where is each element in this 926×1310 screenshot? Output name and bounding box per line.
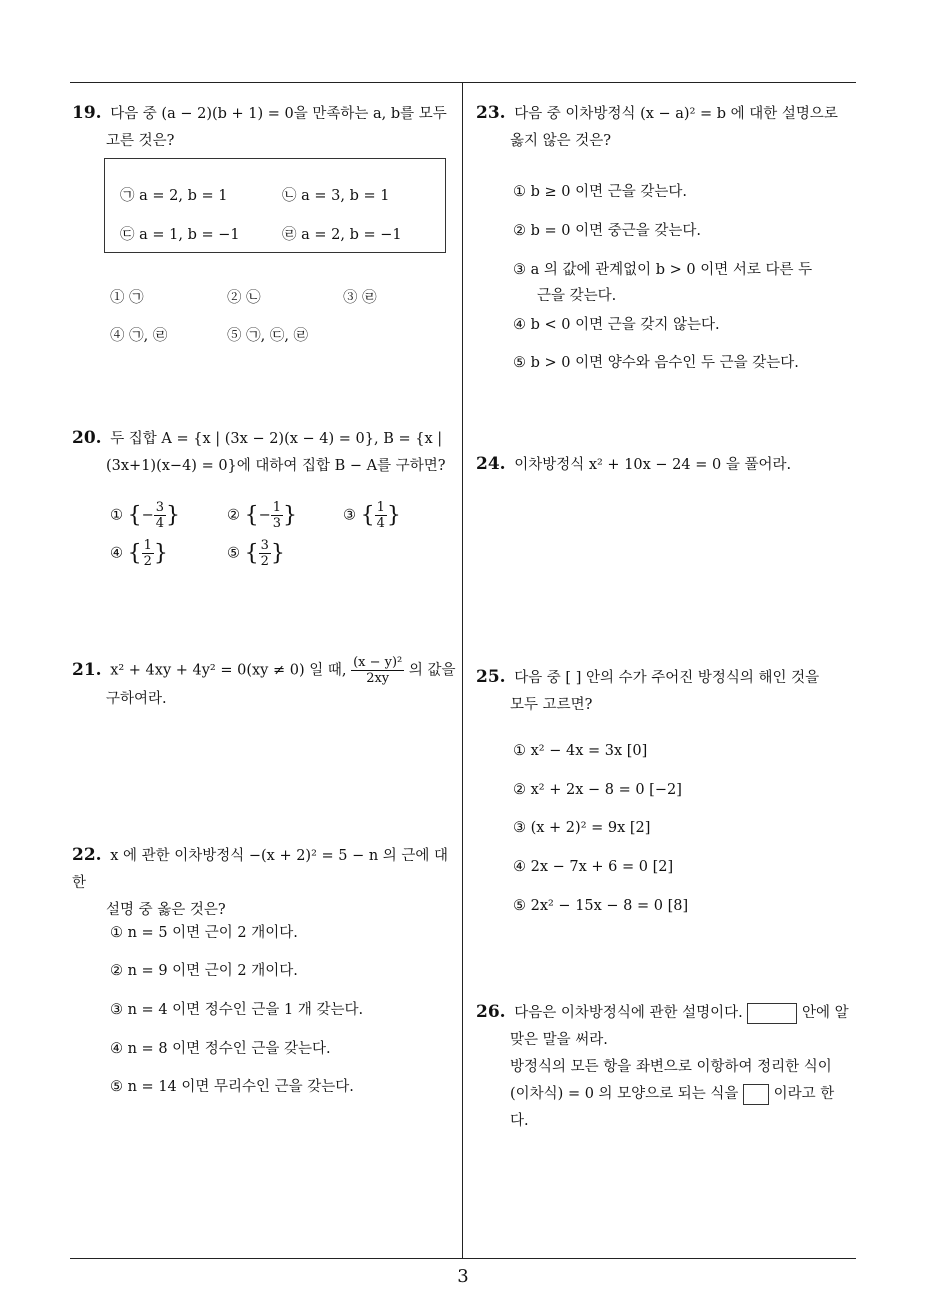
fraction-denominator: 2xy (366, 671, 390, 686)
box-item: ㉠ a = 2, b = 1 (120, 188, 228, 204)
set-brace-open: { (127, 541, 142, 566)
set-brace-open: { (360, 503, 375, 528)
answer-option[interactable]: ② n = 9 이면 근이 2 개이다. (110, 963, 298, 979)
question-text: 다음 중 [ ] 안의 수가 주어진 방정식의 해인 것을 (514, 670, 820, 686)
answer-option[interactable]: ② ㉡ (227, 290, 261, 306)
option-mark: ② (227, 507, 240, 524)
question-text: 설명 중 옳은 것은? (106, 902, 226, 918)
question-text: 다음 중 이차방정식 (x − a)² = b 에 대한 설명으로 (514, 106, 838, 122)
question-22 (72, 842, 462, 924)
answer-option[interactable]: ⑤ n = 14 이면 무리수인 근을 갖는다. (110, 1079, 354, 1095)
question-text: 모두 고르면? (510, 697, 593, 713)
answer-option[interactable]: ⑤ ㉠, ㉢, ㉣ (227, 328, 309, 344)
answer-option[interactable]: ① ㉠ (110, 290, 144, 306)
question-text: 다음은 이차방정식에 관한 설명이다. (514, 1005, 743, 1021)
fraction-numerator: 1 (143, 538, 152, 553)
fraction-denominator: 2 (143, 554, 152, 569)
question-24 (476, 451, 860, 479)
question-text: 이라고 한 (773, 1086, 835, 1102)
fraction (259, 538, 271, 569)
column-divider (462, 83, 463, 1259)
question-text: 안에 알 (801, 1005, 849, 1021)
answer-option[interactable]: ③ a 의 값에 관계없이 b > 0 이면 서로 다른 두 (513, 262, 813, 278)
fraction-numerator: 3 (260, 538, 269, 553)
answer-option[interactable]: ② x² + 2x − 8 = 0 [−2] (513, 782, 682, 798)
set-brace-close: } (166, 503, 181, 528)
fraction-denominator: 3 (272, 516, 282, 531)
question-text: 맞은 말을 써라. (510, 1032, 608, 1048)
question-text: (이차식) = 0 의 모양으로 되는 식을 (510, 1086, 739, 1102)
set-brace-open: { (244, 541, 259, 566)
set-brace-open: { (244, 503, 259, 528)
box-item: ㉢ a = 1, b = −1 (120, 227, 240, 243)
answer-option[interactable]: ④ 2x − 7x + 6 = 0 [2] (513, 859, 674, 875)
answer-option[interactable]: ③ (x + 2)² = 9x [2] (513, 820, 651, 836)
answer-option[interactable] (227, 500, 297, 531)
answer-option[interactable] (110, 538, 168, 569)
set-brace-close: } (153, 541, 168, 566)
question-21 (72, 655, 462, 713)
question-number: 23. (476, 103, 506, 123)
question-number: 20. (72, 428, 102, 448)
fraction (142, 538, 154, 569)
question-19 (72, 100, 462, 155)
question-number: 22. (72, 845, 102, 865)
question-text: 고른 것은? (106, 133, 175, 149)
set-brace-close: } (283, 503, 298, 528)
set-brace-close: } (270, 541, 285, 566)
answer-option[interactable]: ① n = 5 이면 근이 2 개이다. (110, 925, 298, 941)
set-brace-open: { (127, 503, 142, 528)
question-text: 두 집합 A = {x | (3x − 2)(x − 4) = 0}, B = {x | (110, 431, 443, 447)
fraction-denominator: 4 (376, 516, 385, 531)
question-text: (3x+1)(x−4) = 0}에 대하여 집합 B − A를 구하면? (106, 458, 446, 474)
question-number: 26. (476, 1002, 506, 1022)
fraction (271, 500, 283, 531)
question-text: x 에 관한 이차방정식 −(x + 2)² = 5 − n 의 근에 대한 (72, 848, 449, 891)
answer-blank-box[interactable] (747, 1003, 797, 1024)
fraction-numerator: 1 (376, 500, 385, 515)
page-number: 3 (457, 1266, 469, 1287)
option-mark: ① (110, 507, 123, 524)
answer-option[interactable]: ⑤ 2x² − 15x − 8 = 0 [8] (513, 898, 689, 914)
answer-option[interactable] (227, 538, 285, 569)
box-item: ㉣ a = 2, b = −1 (282, 227, 402, 243)
question-number: 21. (72, 659, 102, 680)
question-number: 24. (476, 454, 506, 474)
answer-option-continuation: 근을 갖는다. (537, 288, 617, 304)
question-text: 옳지 않은 것은? (510, 133, 612, 149)
question-text: 구하여라. (106, 691, 167, 707)
answer-option[interactable]: ④ b < 0 이면 근을 갖지 않는다. (513, 317, 720, 333)
answer-option[interactable]: ① b ≥ 0 이면 근을 갖는다. (513, 184, 687, 200)
answer-option[interactable]: ③ ㉣ (343, 290, 377, 306)
question-number: 19. (72, 103, 102, 123)
option-mark: ④ (110, 545, 123, 562)
set-brace-close: } (386, 503, 401, 528)
question-20 (72, 425, 462, 480)
fraction (351, 655, 404, 686)
question-text: 이차방정식 x² + 10x − 24 = 0 을 풀어라. (514, 457, 792, 473)
answer-option[interactable]: ① x² − 4x = 3x [0] (513, 743, 648, 759)
fraction-denominator: 2 (260, 554, 269, 569)
question-26 (476, 999, 860, 1135)
option-mark: ③ (343, 507, 356, 524)
fraction-numerator: 1 (272, 500, 282, 515)
option-mark: ⑤ (227, 545, 240, 562)
question-text: 방정식의 모든 항을 좌변으로 이항하여 정리한 식이 (510, 1059, 832, 1075)
box-item: ㉡ a = 3, b = 1 (282, 188, 390, 204)
answer-option[interactable] (110, 500, 180, 531)
fraction-numerator: (x − y)² (353, 655, 403, 670)
question-text: x² + 4xy + 4y² = 0(xy ≠ 0) 일 때, (110, 662, 347, 679)
question-25 (476, 664, 860, 719)
answer-option[interactable]: ④ n = 8 이면 정수인 근을 갖는다. (110, 1041, 331, 1057)
question-23 (476, 100, 860, 155)
fraction-numerator: 3 (155, 500, 165, 515)
question-number: 25. (476, 667, 506, 687)
answer-blank-box[interactable] (743, 1084, 769, 1105)
question-text: 다음 중 (a − 2)(b + 1) = 0을 만족하는 a, b를 모두 (110, 106, 447, 122)
answer-option[interactable]: ④ ㉠, ㉣ (110, 328, 168, 344)
bottom-rule (70, 1258, 856, 1259)
question-text: 다. (510, 1113, 529, 1129)
answer-option[interactable]: ② b = 0 이면 중근을 갖는다. (513, 223, 701, 239)
fraction-denominator: 4 (155, 516, 165, 531)
answer-option[interactable]: ③ n = 4 이면 정수인 근을 1 개 갖는다. (110, 1002, 364, 1018)
fraction (154, 500, 166, 531)
fraction-sign: − (141, 507, 154, 524)
answer-option[interactable]: ⑤ b > 0 이면 양수와 음수인 두 근을 갖는다. (513, 355, 799, 371)
fraction (375, 500, 387, 531)
question-text: 의 값을 (408, 662, 456, 679)
answer-option[interactable] (343, 500, 401, 531)
top-rule (70, 82, 856, 83)
fraction-sign: − (258, 507, 271, 524)
